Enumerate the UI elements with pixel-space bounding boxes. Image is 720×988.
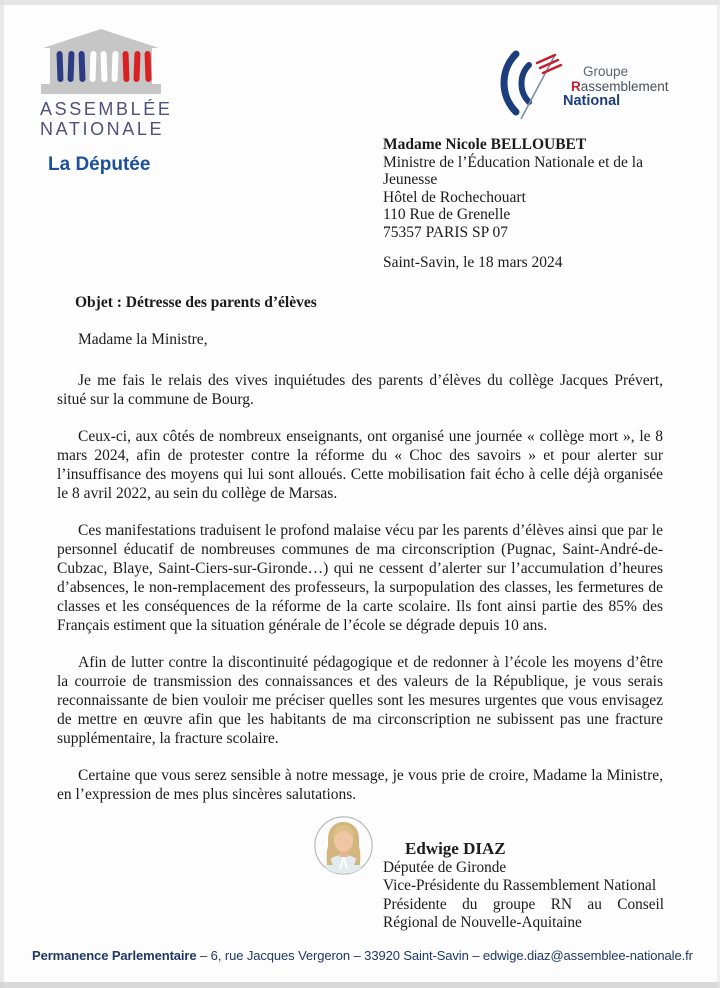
footer-contact-line <box>32 948 692 963</box>
rn-wordmark-groupe: Groupe <box>583 64 629 79</box>
rn-wordmark-national: National <box>563 93 621 109</box>
photo-edge-top <box>0 0 720 5</box>
signature-title: Députée de Gironde <box>383 859 507 876</box>
recipient-name: Madame Nicole BELLOUBET <box>383 136 587 153</box>
letter-paragraph: Afin de lutter contre la discontinuité pédagogique et de redonner à l’école les moyens d’être la courroie de transmission des connaissances et des valeurs de la République, je vous serais reconnaissante de bien vouloir me préciser quelles sont les mesures urgentes que vous envisagez de mettre en œuvre afin que les habitants de ma circonscription ne subissent pas une fracture supplémentaire, la fracture scolaire. <box>57 654 663 747</box>
recipient-line: Ministre de l’Éducation Nationale et de la <box>383 153 643 171</box>
rn-flame-icon <box>497 48 569 125</box>
recipient-line: 110 Rue de Grenelle <box>383 206 511 224</box>
signature-title: Présidente du groupe RN au Conseil <box>383 895 664 913</box>
assemblee-nationale-wordmark <box>40 99 230 139</box>
letter-paragraph: Ces manifestations traduisent le profond malaise vécu par les parents d’élèves ainsi que par le personnel éducatif de nombreuses communes de ma circonscription (Pugnac, Saint-André-de-Cubzac, Blaye, Saint-Ciers-sur-Gironde…) qui ne cessent d’alerter sur l’accumulation d’heures d’absences, le non-remplacement des professeurs, la surpopulation des classes, les fermetures de classes et les conséquences de la réforme de la carte scolaire. Ils font ainsi partie des 85% des Français estiment que la situation générale de l’école se dégrade depuis 10 ans. <box>57 522 663 634</box>
subject-line: Objet : Détresse des parents d’élèves <box>75 294 317 311</box>
photo-edge-bottom <box>0 982 720 988</box>
recipient-line: Hôtel de Rochechouart <box>383 188 526 206</box>
letter-paragraph: Je me fais le relais des vives inquiétudes des parents d’élèves du collège Jacques Prévert, situé sur la commune de Bourg. <box>57 372 663 408</box>
salutation: Madame la Ministre, <box>78 331 208 348</box>
footer-permanence-label: Permanence Parlementaire <box>32 948 197 963</box>
an-title-line1: ASSEMBLÉE <box>40 99 173 119</box>
photo-edge-left <box>0 0 4 988</box>
rn-red-initial: R <box>571 79 581 94</box>
la-deputee-label: La Députée <box>48 154 151 175</box>
deputy-photo <box>313 815 374 876</box>
assemblee-nationale-letterhead <box>40 28 230 176</box>
letter-body <box>57 293 663 822</box>
recipient-line: 75357 PARIS SP 07 <box>383 223 509 241</box>
rn-wordmark-rassemblement <box>563 79 669 94</box>
recipient-line: Jeunesse <box>383 171 438 189</box>
rn-wordmark-rassemblement-rest: assemblement <box>580 79 669 94</box>
signature-name: Edwige DIAZ <box>405 839 506 858</box>
signature-title: Régional de Nouvelle-Aquitaine <box>383 914 582 932</box>
rn-group-logo <box>497 48 669 125</box>
footer-address-email: – 6, rue Jacques Vergeron – 33920 Saint-Savin – edwige.diaz@assemblee-nationale.fr <box>196 948 693 963</box>
assemblee-nationale-pediment-icon <box>40 28 230 96</box>
letter-paragraph: Ceux-ci, aux côtés de nombreux enseignants, ont organisé une journée « collège mort », le 8 mars 2024, afin de protester contre la réforme du « Choc des savoirs » et pour alerter sur l’insuffisance des moyens qui lui sont alloués. Cette mobilisation fait écho à celle déjà organisée le 8 avril 2022, au sein du collège de Marsas. <box>57 428 663 502</box>
signature-title: Vice-Présidente du Rassemblement National <box>383 877 657 895</box>
signature-block <box>383 839 664 933</box>
place-date-line: Saint-Savin, le 18 mars 2024 <box>383 254 563 271</box>
recipient-address-block <box>383 136 643 242</box>
letter-paragraph: Certaine que vous serez sensible à notre message, je vous prie de croire, Madame la Ministre, en l’expression de mes plus sincères salutations. <box>57 767 663 803</box>
an-title-line2: NATIONALE <box>40 119 165 139</box>
rn-group-wordmark <box>563 64 669 109</box>
